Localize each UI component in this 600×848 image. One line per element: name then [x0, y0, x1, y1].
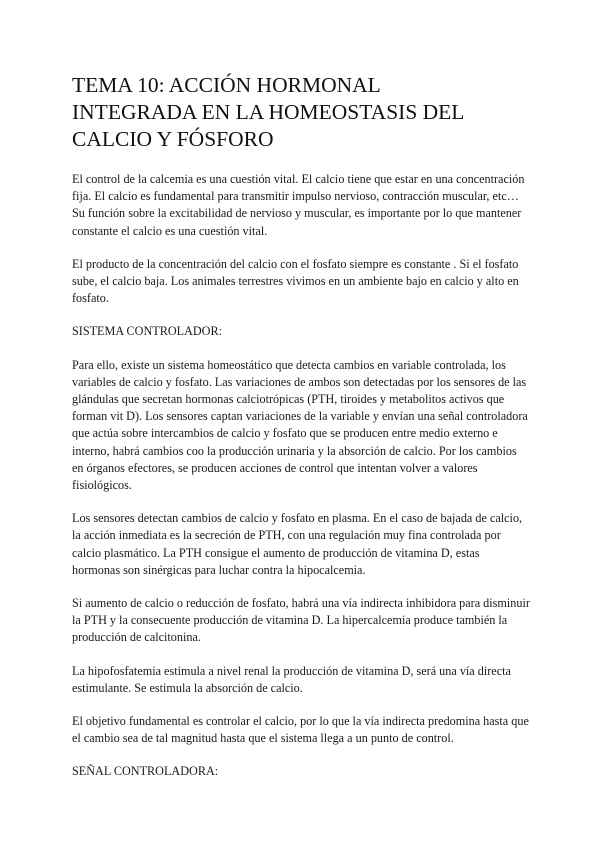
section-heading-senal-controladora: SEÑAL CONTROLADORA:	[72, 764, 219, 779]
text-line: constante el calcio es una cuestión vital.	[72, 223, 268, 238]
title-line: INTEGRADA EN LA HOMEOSTASIS DEL	[72, 100, 465, 124]
text-line: fisiológicos.	[72, 478, 132, 493]
text-line: Si aumento de calcio o reducción de fosfato, habrá una vía indirecta inhibidora para disminuir	[72, 596, 530, 611]
paragraph-hipercalcemia	[72, 595, 528, 647]
text-line: sube, el calcio baja. Los animales terrestres vivimos en un ambiente bajo en calcio y alto en	[72, 274, 519, 289]
intro-paragraph-fosfato	[72, 256, 528, 308]
text-line: hormonas son sinérgicas para luchar contra la hipocalcemia.	[72, 562, 366, 577]
intro-paragraph-calcemia	[72, 171, 528, 240]
text-line: que actúa sobre intercambios de calcio y fosfato que se producen entre medio externo e	[72, 426, 498, 441]
text-line: el cambio sea de tal magnitud hasta que el sistema llega a un punto de control.	[72, 731, 454, 746]
text-line: variables de calcio y fosfato. Las variaciones de ambos son detectadas por los sensores de las	[72, 374, 527, 389]
title-line: TEMA 10: ACCIÓN HORMONAL	[72, 73, 381, 97]
text-line: la PTH y la consecuente producción de vitamina D. La hipercalcemia produce también la	[72, 613, 508, 628]
text-line: Su función sobre la excitabilidad de nervioso y muscular, es importante por lo que mantener	[72, 206, 522, 221]
text-line: Los sensores detectan cambios de calcio y fosfato en plasma. En el caso de bajada de calcio,	[72, 511, 523, 526]
text-line: Para ello, existe un sistema homeostático que detecta cambios en variable controlada, los	[72, 357, 506, 372]
paragraph-sistema-homeostatico	[72, 357, 528, 495]
paragraph-objetivo	[72, 713, 528, 747]
text-line: producción de calcitonina.	[72, 630, 201, 645]
text-line: la acción inmediata es la secreción de PTH, con una regulación muy fina controlada por	[72, 528, 501, 543]
text-line: El producto de la concentración del calcio con el fosfato siempre es constante . Si el fosfato	[72, 256, 519, 271]
text-line: estimulante. Se estimula la absorción de calcio.	[72, 680, 303, 695]
text-line: La hipofosfatemia estimula a nivel renal la producción de vitamina D, será una vía directa	[72, 663, 511, 678]
page-title	[72, 72, 528, 153]
text-line: fija. El calcio es fundamental para transmitir impulso nervioso, contracción muscular, etc…	[72, 189, 519, 204]
text-line: forman vit D). Los sensores captan variaciones de la variable y envían una señal controladora	[72, 409, 528, 424]
text-line: fosfato.	[72, 291, 109, 306]
text-line: glándulas que secretan hormonas calciotrópicas (PTH, tiroides y metabolitos activos que	[72, 392, 505, 407]
text-line: El objetivo fundamental es controlar el calcio, por lo que la vía indirecta predomina hasta que	[72, 714, 529, 729]
text-line: calcio plasmático. La PTH consigue el aumento de producción de vitamina D, estas	[72, 545, 480, 560]
paragraph-hipofosfatemia	[72, 663, 528, 697]
title-line: CALCIO Y FÓSFORO	[72, 127, 274, 151]
section-heading-sistema-controlador: SISTEMA CONTROLADOR:	[72, 324, 222, 339]
paragraph-sensores-pth	[72, 510, 528, 579]
text-line: El control de la calcemia es una cuestión vital. El calcio tiene que estar en una concentración	[72, 172, 525, 186]
text-line: interno, habrá cambios coo la producción urinaria y la absorción de calcio. Por los cambios	[72, 443, 517, 458]
text-line: en órganos efectores, se producen acciones de control que intentan volver a valores	[72, 460, 478, 475]
